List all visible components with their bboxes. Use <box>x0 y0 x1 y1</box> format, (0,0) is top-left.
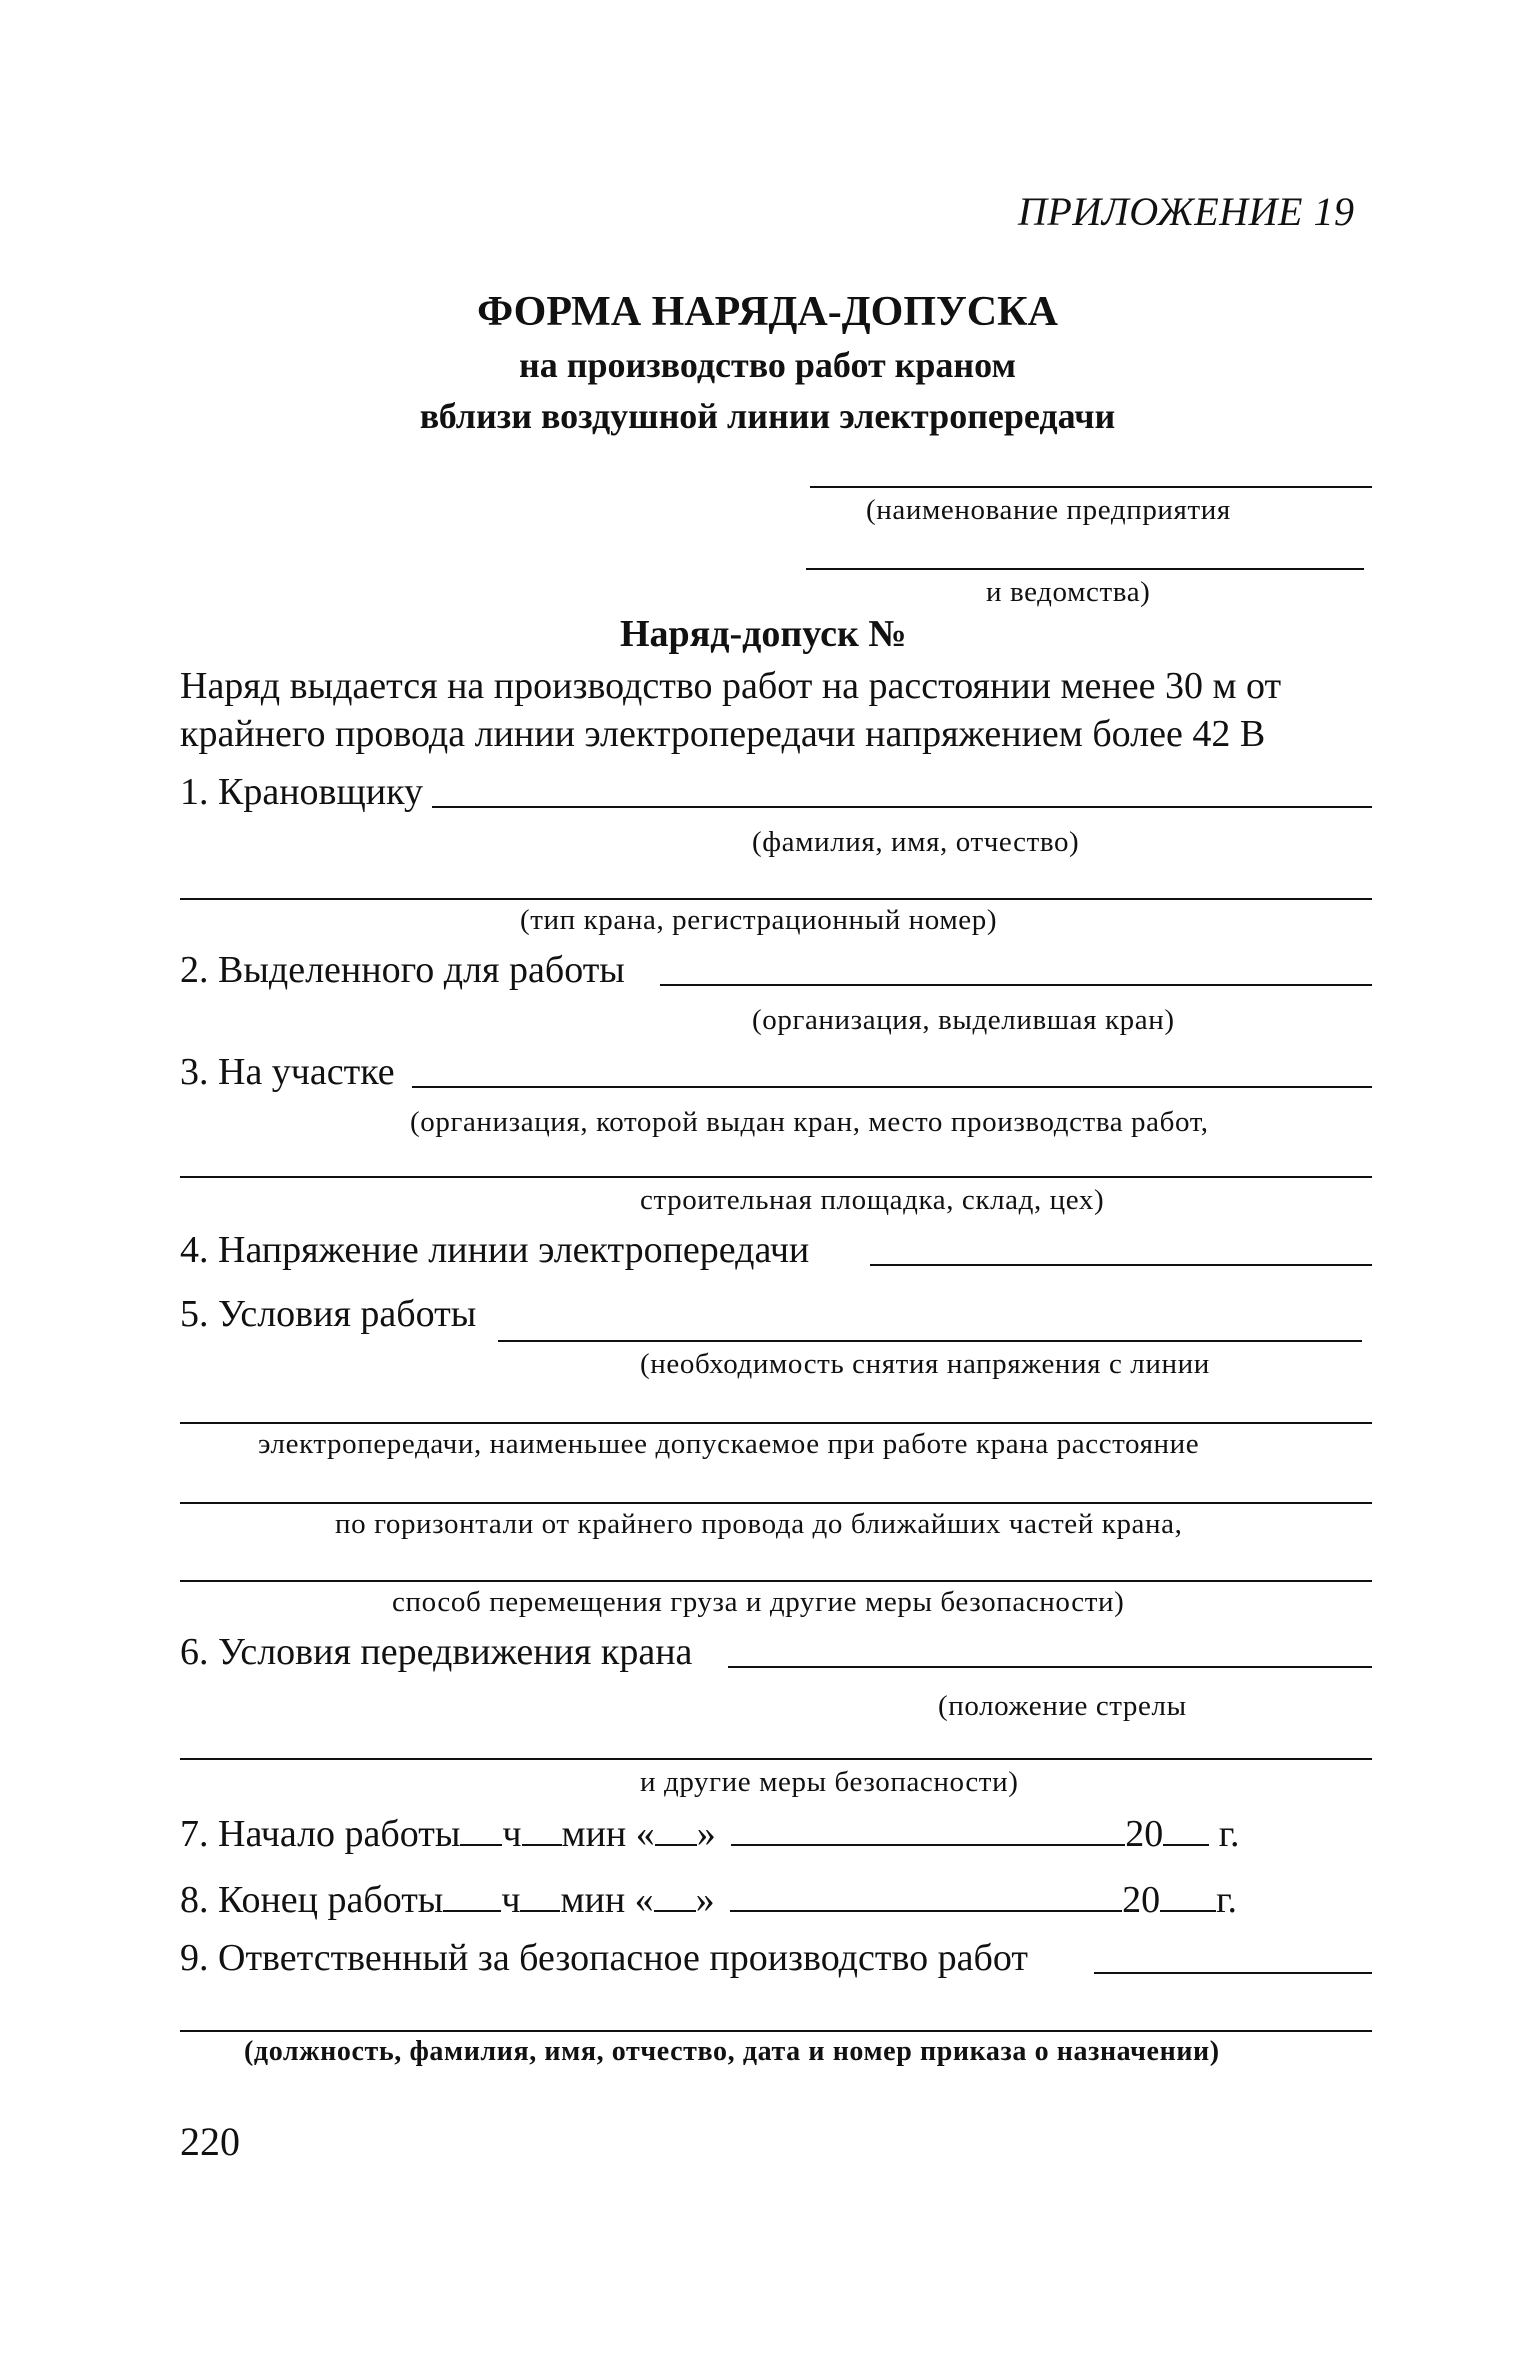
item-5-caption: (необходимость снятия напряжения с линии <box>640 1348 1210 1380</box>
end-hour-field[interactable] <box>443 1876 501 1912</box>
form-subtitle-1: на производство работ краном <box>518 345 1017 385</box>
item-2-label: 2. Выделенного для работы <box>180 949 625 991</box>
work-conditions-field[interactable] <box>498 1340 1362 1342</box>
crane-movement-field[interactable] <box>728 1666 1372 1668</box>
item-1-label: 1. Крановщику <box>180 771 424 813</box>
item-5-caption-3: по горизонтали от крайнего провода до ближайших частей крана, <box>335 1508 1183 1540</box>
crane-type-field[interactable] <box>180 898 1372 900</box>
end-minute-field[interactable] <box>520 1876 560 1912</box>
item-2-caption: (организация, выделившая кран) <box>752 1004 1175 1036</box>
item-5-caption-4: способ перемещения груза и другие меры безопасности) <box>392 1586 1125 1618</box>
item-1-caption-2: (тип крана, регистрационный номер) <box>520 904 998 936</box>
org-dept-caption: и ведомства) <box>986 576 1151 608</box>
hour-unit: ч <box>502 1813 522 1855</box>
org-name-line[interactable] <box>810 486 1372 488</box>
site-field[interactable] <box>412 1086 1372 1088</box>
start-day-field[interactable] <box>655 1810 697 1846</box>
end-day-field[interactable] <box>654 1876 696 1912</box>
item-5-label: 5. Условия работы <box>180 1293 477 1335</box>
item-8-row <box>180 1876 1237 1922</box>
appendix-label: ПРИЛОЖЕНИЕ 19 <box>1018 189 1355 234</box>
item-3-label: 3. На участке <box>180 1051 395 1093</box>
year-suffix: г. <box>1216 1879 1237 1921</box>
item-6-label: 6. Условия передвижения крана <box>180 1631 693 1673</box>
start-year-field[interactable] <box>1163 1810 1209 1846</box>
quote-close: » <box>695 1879 715 1921</box>
minute-unit: мин <box>561 1813 627 1855</box>
quote-open: « <box>634 1879 654 1921</box>
start-month-field[interactable] <box>731 1810 1125 1846</box>
intro-text-line-1: Наряд выдается на производство работ на расстоянии менее 30 м от <box>180 665 1282 707</box>
item-7-label: 7. Начало работы <box>180 1813 461 1855</box>
org-name-caption: (наименование предприятия <box>866 494 1231 526</box>
item-1-caption: (фамилия, имя, отчество) <box>752 826 1080 858</box>
work-conditions-field-3[interactable] <box>180 1502 1372 1504</box>
org-dept-line[interactable] <box>806 568 1364 570</box>
permit-heading: Наряд-допуск № <box>620 613 907 655</box>
item-6-caption: (положение стрелы <box>938 1690 1187 1722</box>
item-3-caption: (организация, которой выдан кран, место производства работ, <box>410 1106 1209 1138</box>
start-minute-field[interactable] <box>522 1810 562 1846</box>
site-field-2[interactable] <box>180 1176 1372 1178</box>
work-conditions-field-4[interactable] <box>180 1580 1372 1582</box>
year-prefix: 20 <box>1122 1879 1161 1921</box>
quote-close: » <box>696 1813 716 1855</box>
year-prefix: 20 <box>1125 1813 1164 1855</box>
intro-text-line-2: крайнего провода линии электропередачи напряжением более 42 В <box>180 713 1266 755</box>
item-3-caption-2: строительная площадка, склад, цех) <box>640 1184 1105 1216</box>
item-5-caption-2: электропередачи, наименьшее допускаемое при работе крана расстояние <box>258 1428 1200 1460</box>
responsible-person-field[interactable] <box>1094 1972 1372 1974</box>
work-conditions-field-2[interactable] <box>180 1422 1372 1424</box>
item-9-label: 9. Ответственный за безопасное производство работ <box>180 1937 1028 1979</box>
crane-operator-field[interactable] <box>432 806 1372 808</box>
hour-unit: ч <box>501 1879 521 1921</box>
minute-unit: мин <box>560 1879 626 1921</box>
end-year-field[interactable] <box>1160 1876 1216 1912</box>
end-month-field[interactable] <box>730 1876 1122 1912</box>
start-hour-field[interactable] <box>460 1810 502 1846</box>
item-6-caption-2: и другие меры безопасности) <box>640 1766 1019 1798</box>
item-8-label: 8. Конец работы <box>180 1879 444 1921</box>
form-subtitle-2: вблизи воздушной линии электропередачи <box>419 396 1116 436</box>
year-suffix: г. <box>1218 1813 1240 1855</box>
item-9-caption: (должность, фамилия, имя, отчество, дата и номер приказа о назначении) <box>244 2036 1220 2067</box>
voltage-field[interactable] <box>870 1264 1372 1266</box>
item-7-row <box>180 1810 1240 1856</box>
crane-movement-field-2[interactable] <box>180 1758 1372 1760</box>
form-title: ФОРМА НАРЯДА-ДОПУСКА <box>477 289 1058 335</box>
page-number: 220 <box>180 2119 240 2164</box>
responsible-person-field-2[interactable] <box>180 2030 1372 2032</box>
quote-open: « <box>635 1813 655 1855</box>
allocated-org-field[interactable] <box>660 984 1372 986</box>
item-4-label: 4. Напряжение линии электропередачи <box>180 1229 810 1271</box>
